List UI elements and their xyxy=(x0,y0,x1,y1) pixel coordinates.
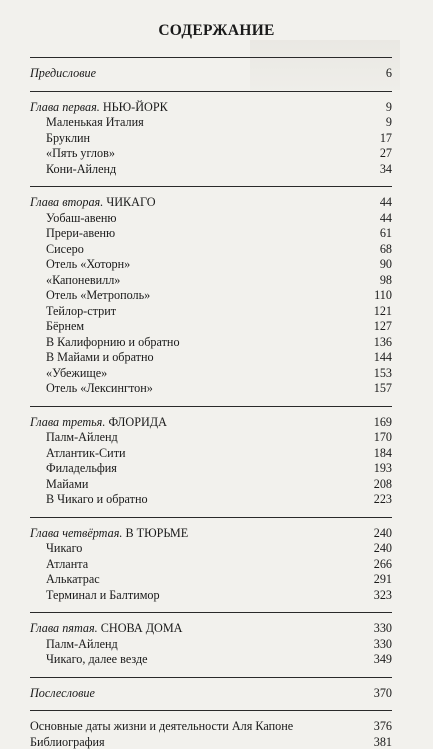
chapter-prefix: Глава первая. xyxy=(30,99,103,114)
toc-entry xyxy=(30,288,392,302)
entry-label: Прери-авеню xyxy=(46,226,116,240)
chapter-prefix: Глава третья. xyxy=(30,414,109,429)
toc-entry xyxy=(30,162,392,176)
entry-label: «Убежище» xyxy=(46,365,108,380)
page-number: 61 xyxy=(379,226,392,240)
entry-label: В Калифорнию и обратно xyxy=(46,334,180,349)
toc-entry xyxy=(30,381,392,395)
page-number: 121 xyxy=(373,303,392,318)
section-divider xyxy=(30,517,392,518)
chapter-heading xyxy=(30,415,392,429)
entry-label: Филадельфия xyxy=(46,461,117,475)
toc-entry xyxy=(30,477,392,491)
entry-label: Алькатрас xyxy=(46,572,100,586)
page-number: 240 xyxy=(373,525,392,540)
appendix-label: Основные даты жизни и деятельности Аля Капоне xyxy=(30,719,294,733)
page-title: СОДЕРЖАНИЕ xyxy=(158,22,275,39)
toc-entry xyxy=(30,541,392,555)
chapter-heading xyxy=(30,66,392,80)
entry-label: В Майами и обратно xyxy=(46,350,154,364)
toc-entry xyxy=(30,304,392,318)
entry-label: Атлантик-Сити xyxy=(46,445,126,460)
chapter-title xyxy=(30,66,96,80)
entry-label: Кони-Айленд xyxy=(46,161,117,176)
chapter-title xyxy=(30,415,167,429)
toc-entry xyxy=(30,226,392,240)
section-divider xyxy=(30,91,392,92)
chapter-name: ЧИКАГО xyxy=(106,195,156,209)
chapter-heading xyxy=(30,195,392,209)
entry-label: Чикаго xyxy=(46,541,83,555)
entry-label: Отель «Лексингтон» xyxy=(46,381,153,395)
page-number: 330 xyxy=(373,621,392,635)
page-number: 381 xyxy=(373,734,392,749)
toc-entry xyxy=(30,131,392,145)
page-number: 44 xyxy=(379,210,392,225)
page-number: 349 xyxy=(373,652,392,666)
entry-label: Палм-Айленд xyxy=(46,430,118,444)
section-divider xyxy=(30,612,392,613)
entry-label: Тейлор-стрит xyxy=(46,303,117,318)
toc-entry xyxy=(30,430,392,444)
afterword-row xyxy=(30,686,392,700)
toc-entry xyxy=(30,637,392,651)
chapter-prefix: Глава пятая. xyxy=(30,621,101,635)
section-divider xyxy=(30,710,392,711)
toc-entry xyxy=(30,588,392,602)
page-number: 376 xyxy=(373,719,392,733)
page-number: 68 xyxy=(379,241,392,256)
chapter-title xyxy=(30,100,168,114)
page-number: 330 xyxy=(373,636,392,651)
entry-label: Маленькая Италия xyxy=(46,115,144,129)
toc-entry xyxy=(30,461,392,475)
toc-entry xyxy=(30,273,392,287)
entry-label: Бёрнем xyxy=(46,319,85,333)
toc-entry xyxy=(30,557,392,571)
page-number: 323 xyxy=(373,587,392,602)
chapter-heading xyxy=(30,621,392,635)
entry-label: Майами xyxy=(46,476,89,491)
entry-label: В Чикаго и обратно xyxy=(46,492,148,506)
toc-entry xyxy=(30,492,392,506)
entry-label: Отель «Хоторн» xyxy=(46,257,131,271)
page-number: 127 xyxy=(373,319,392,333)
toc-entry xyxy=(30,446,392,460)
entry-label: Отель «Метрополь» xyxy=(46,288,151,302)
page-number: 370 xyxy=(373,685,392,700)
chapter-name: НЬЮ-ЙОРК xyxy=(102,99,168,114)
page-number: 240 xyxy=(373,541,392,555)
page-number: 17 xyxy=(379,130,392,145)
page-number: 184 xyxy=(373,445,392,460)
chapter-heading xyxy=(30,526,392,540)
entry-label: Уобаш-авеню xyxy=(46,210,117,225)
entry-label: Палм-Айленд xyxy=(46,636,118,651)
page-number: 169 xyxy=(373,414,392,429)
toc-entry xyxy=(30,257,392,271)
entry-label: Терминал и Балтимор xyxy=(46,587,160,602)
toc-entry xyxy=(30,242,392,256)
chapter-title xyxy=(30,195,156,209)
page-number: 136 xyxy=(373,334,392,349)
section-divider xyxy=(30,186,392,187)
page-number: 6 xyxy=(385,66,392,80)
page-number: 90 xyxy=(379,257,392,271)
entry-label: Атланта xyxy=(46,556,89,571)
appendix-row xyxy=(30,735,392,749)
entry-label: Сисеро xyxy=(46,241,84,256)
page-number: 208 xyxy=(373,476,392,491)
page-number: 98 xyxy=(379,272,392,287)
toc-entry xyxy=(30,652,392,666)
page-number: 193 xyxy=(373,461,392,475)
appendix-row xyxy=(30,719,392,733)
chapter-name: СНОВА ДОМА xyxy=(100,621,183,635)
page-number: 157 xyxy=(373,381,392,395)
entry-label: Чикаго, далее везде xyxy=(46,652,148,666)
chapter-heading xyxy=(30,100,392,114)
page-number: 34 xyxy=(379,161,392,176)
entry-label: Бруклин xyxy=(46,130,91,145)
page-number: 266 xyxy=(373,556,392,571)
toc-entry xyxy=(30,572,392,586)
chapter-prefix: Глава четвёртая. xyxy=(30,525,126,540)
page-number: 291 xyxy=(373,572,392,586)
entry-label: «Пять углов» xyxy=(46,146,115,160)
page-number: 110 xyxy=(374,288,392,302)
toc-entry xyxy=(30,211,392,225)
section-divider xyxy=(30,677,392,678)
toc-entry xyxy=(30,366,392,380)
page-number: 153 xyxy=(373,365,392,380)
appendix-label: Библиография xyxy=(30,734,105,749)
chapter-name: ФЛОРИДА xyxy=(108,414,167,429)
chapter-name: Предисловие xyxy=(30,66,97,80)
toc-entry xyxy=(30,146,392,160)
page-number: 144 xyxy=(373,350,392,364)
afterword-label: Послесловие xyxy=(30,685,95,700)
bleed-through-shadow xyxy=(250,40,400,90)
entry-label: «Капоневилл» xyxy=(46,272,121,287)
section-divider xyxy=(30,57,392,58)
page-number: 223 xyxy=(373,492,392,506)
toc-entry xyxy=(30,335,392,349)
chapter-name: В ТЮРЬМЕ xyxy=(125,525,189,540)
page-number: 9 xyxy=(385,99,392,114)
chapter-title xyxy=(30,621,182,635)
toc-entry xyxy=(30,319,392,333)
toc-entry xyxy=(30,350,392,364)
page-number: 170 xyxy=(373,430,392,444)
toc-entry xyxy=(30,115,392,129)
chapter-title xyxy=(30,526,188,540)
page-number: 9 xyxy=(385,115,392,129)
chapter-prefix: Глава вторая. xyxy=(30,195,107,209)
section-divider xyxy=(30,406,392,407)
page-number: 44 xyxy=(379,195,392,209)
page-number: 27 xyxy=(379,146,392,160)
